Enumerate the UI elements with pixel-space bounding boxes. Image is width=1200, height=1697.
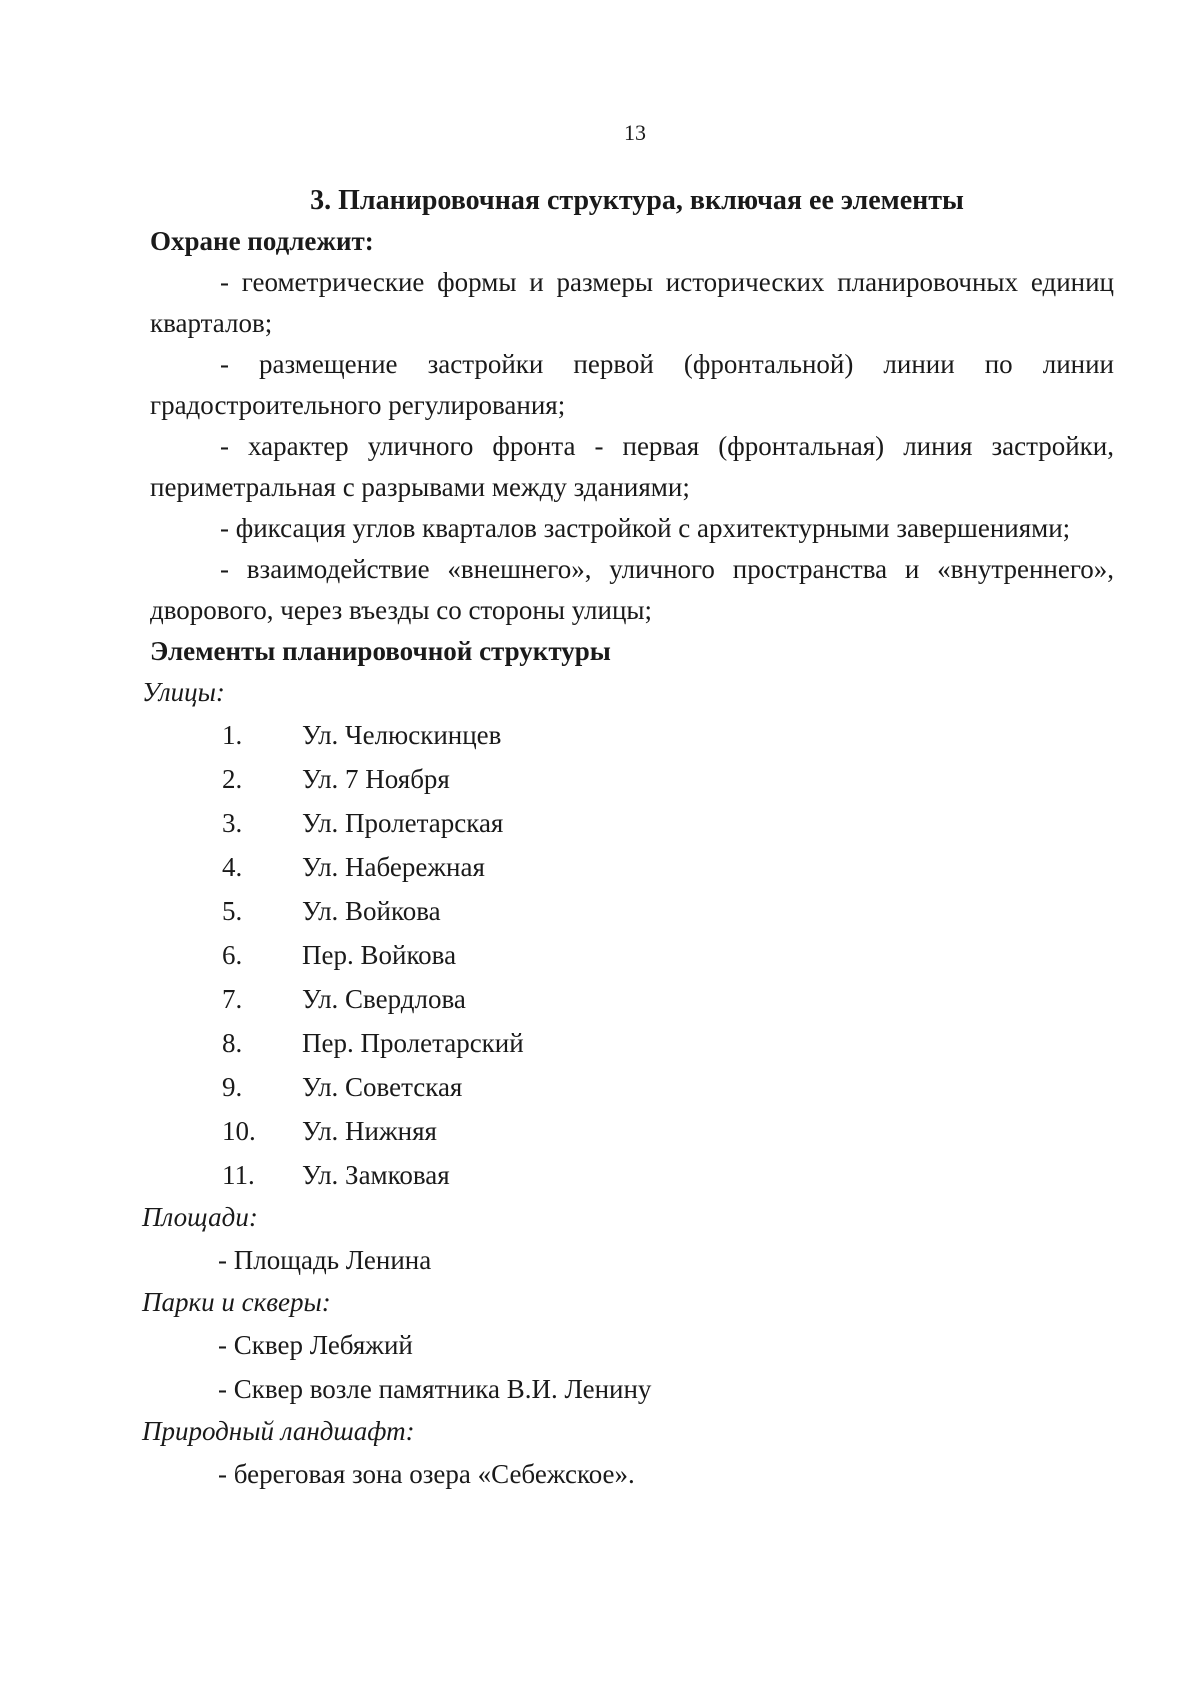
item-number: 4. <box>222 851 243 882</box>
elements-heading: Элементы планировочной структуры <box>150 636 611 666</box>
landscape-label: Природный ландшафт: <box>142 1416 415 1446</box>
streets-list <box>150 713 1114 1197</box>
protection-item: - характер уличного фронта - первая (фронтальная) линия застройки, периметральная с разрывами между зданиями; <box>150 431 1114 502</box>
list-item <box>150 713 1114 757</box>
list-item <box>150 977 1114 1021</box>
street-name: Пер. Войкова <box>302 939 457 970</box>
item-number: 11. <box>222 1159 255 1190</box>
squares-label: Площади: <box>142 1202 258 1232</box>
street-name: Ул. Войкова <box>302 895 441 926</box>
streets-label: Улицы: <box>142 677 225 707</box>
street-name: Ул. Свердлова <box>302 983 466 1014</box>
item-number: 2. <box>222 763 243 794</box>
list-item <box>150 889 1114 933</box>
item-number: 1. <box>222 719 243 750</box>
street-name: Ул. Набережная <box>302 851 485 882</box>
landscape-list <box>150 1452 1114 1496</box>
protection-heading: Охране подлежит: <box>150 226 374 256</box>
item-number: 7. <box>222 983 243 1014</box>
protection-item: - геометрические формы и размеры исторических планировочных единиц кварталов; <box>150 267 1114 338</box>
item-number: 3. <box>222 807 243 838</box>
parks-label: Парки и скверы: <box>142 1287 331 1317</box>
street-name: Ул. Челюскинцев <box>302 719 502 750</box>
item-number: 5. <box>222 895 243 926</box>
protection-item: - взаимодействие «внешнего», уличного пространства и «внутреннего», дворового, через въезды со стороны улицы; <box>150 554 1114 625</box>
item-number: 9. <box>222 1071 243 1102</box>
list-item: - Площадь Ленина <box>218 1244 432 1275</box>
section-title: 3. Планировочная структура, включая ее элементы <box>310 185 964 216</box>
list-item <box>150 801 1114 845</box>
list-item <box>150 1153 1114 1197</box>
squares-list <box>150 1238 1114 1282</box>
list-item <box>150 1065 1114 1109</box>
list-item <box>150 757 1114 801</box>
street-name: Ул. 7 Ноября <box>302 763 450 794</box>
protection-item: - размещение застройки первой (фронтальной) линии по линии градостроительного регулирования; <box>150 349 1114 420</box>
street-name: Ул. Советская <box>302 1071 463 1102</box>
item-number: 10. <box>222 1115 256 1146</box>
list-item <box>150 933 1114 977</box>
list-item <box>150 1109 1114 1153</box>
item-number: 8. <box>222 1027 243 1058</box>
list-item: - Сквер Лебяжий <box>218 1329 413 1360</box>
page-content <box>142 180 1114 1496</box>
protection-item: - фиксация углов кварталов застройкой с архитектурными завершениями; <box>220 513 1071 543</box>
parks-list <box>150 1323 1114 1411</box>
page-number: 13 <box>624 120 646 145</box>
street-name: Пер. Пролетарский <box>302 1027 524 1058</box>
list-item: - Сквер возле памятника В.И. Ленину <box>218 1373 652 1404</box>
street-name: Ул. Пролетарская <box>302 807 504 838</box>
street-name: Ул. Нижняя <box>302 1115 437 1146</box>
item-number: 6. <box>222 939 243 970</box>
list-item <box>150 845 1114 889</box>
list-item: - береговая зона озера «Себежское». <box>218 1458 635 1489</box>
list-item <box>150 1021 1114 1065</box>
street-name: Ул. Замковая <box>302 1159 450 1190</box>
